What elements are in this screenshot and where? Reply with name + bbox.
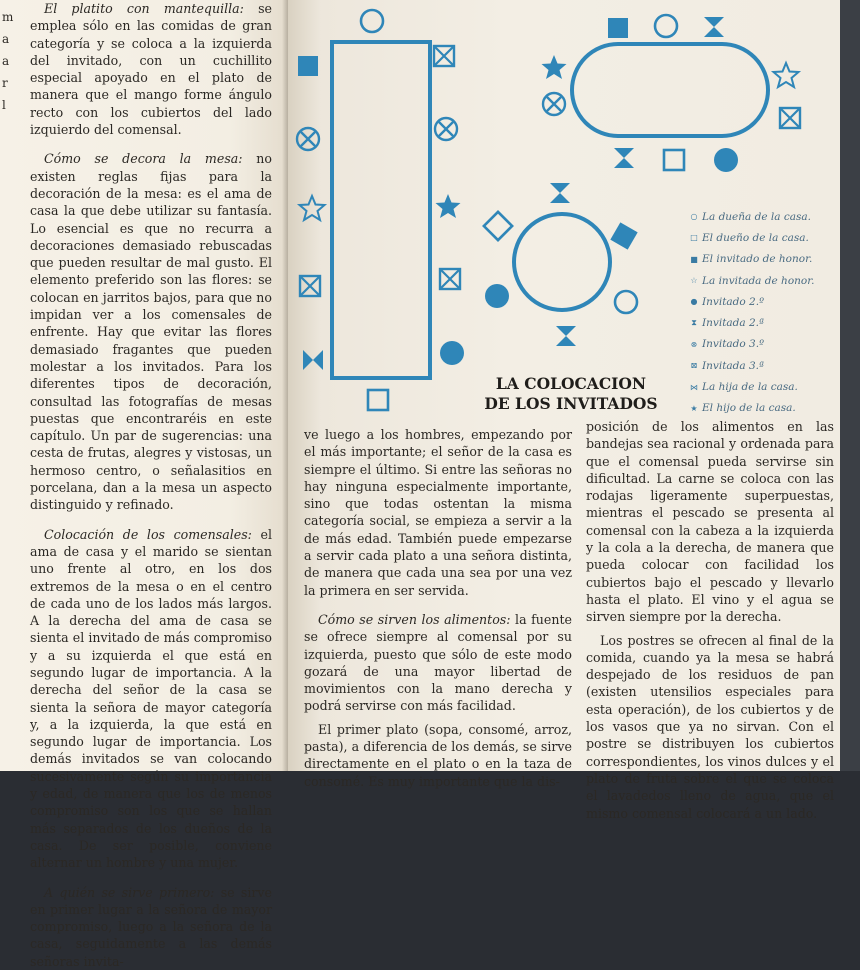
legend-label: La dueña de la casa. <box>702 210 811 223</box>
legend-label: Invitado 2.º <box>702 295 765 308</box>
paragraph <box>304 721 572 790</box>
paragraph <box>304 426 572 599</box>
paragraph-text: El primer plato (sopa, consomé, arroz, pasta), a diferencia de los demás, se sirve directamente en el plato o en la taza de consomé. Es muy importante que la dis- <box>304 721 572 789</box>
square-x-icon <box>434 46 454 66</box>
paragraph-text: no existen reglas fijas para la decoración de la mesa: es el ama de casa la que debe utilizar su fantasía. Lo esencial es que no recurra a decoraciones demasiado rebuscadas que pueden resultar de mal gusto. El elemento preferido son las flores: se colocan en jarritos bajos, para que no impidan ver a los comensales de enfrente. Hay que evitar las flores demasiado fragantes que pueden molestar a los invitados. Para los diferentes tipos de decoración, consultad las fotografías de mesas puestas que encontraréis en este capítulo. Un par de sugerencias: una cesta de frutas, alegres y vistosas, un hermoso centro, o señalasitios en porcelana, dan a la mesa un aspecto distinguido y refinado. <box>30 151 273 513</box>
hourglass-icon <box>550 183 570 203</box>
legend-item <box>688 355 838 376</box>
right-text-column <box>586 418 834 822</box>
legend-label: Invitado 3.º <box>702 338 765 351</box>
legend-item <box>688 376 838 397</box>
margin-fragment: r <box>2 76 8 90</box>
star-filled-icon: ★ <box>690 403 698 413</box>
circle-x-icon <box>297 128 319 150</box>
circle-filled-icon <box>714 148 738 172</box>
rect-table <box>332 42 430 378</box>
diagram-title-line1: LA COLOCACION <box>495 374 647 393</box>
paragraph-text: el ama de casa y el marido se sientan uno frente al otro, en los dos extremos de la mesa o en el centro de cada uno de los lados más largos. A la derecha del ama de casa se sienta el invitado de más compromiso y a su izquierda el que está en segundo lugar de importancia. A la derecha del señor de la casa se sienta la señora de mayor categoría y, a la izquierda, la que está en segundo lugar de importancia. Los demás invitados se van colocando sucesivamente según su importancia y edad, de manera que los de menos compromiso son los que se hallan más separados de los dueños de la casa. De ser posible, conviene alternar un hombre y una mujer. <box>30 526 273 871</box>
circle-x-icon: ⊗ <box>690 339 698 349</box>
paragraph-lead: A quién se sirve primero: <box>44 884 215 900</box>
left-page <box>0 0 288 969</box>
margin-fragment: m <box>2 10 14 24</box>
circle-x-icon <box>435 118 457 140</box>
circle-filled-icon <box>440 341 464 365</box>
hourglass-icon <box>704 17 724 37</box>
paragraph <box>586 418 834 626</box>
paragraph-text: posición de los alimentos en las bandejas sea racional y ordenada para que el comensal pueda servirse sin dificultad. La carne se coloca con las rodajas ligeramente superpuestas, mientras el pescado se presenta al comensal con la cabeza a la izquierda y la cola a la derecha, de manera que pueda colocar con facilidad los cubiertos bajo el pescado y llevarlo hasta el plato. El vino y el agua se sirven siempre por la derecha. <box>586 419 834 625</box>
legend-item <box>688 312 838 333</box>
circle-outline-icon: ○ <box>690 212 698 222</box>
square-outline-icon: □ <box>690 233 698 243</box>
square-x-icon <box>300 276 320 296</box>
middle-text-column <box>304 426 572 790</box>
legend-item <box>688 206 838 227</box>
paragraph <box>30 0 272 138</box>
legend-label: El hijo de la casa. <box>702 402 796 415</box>
margin-fragment: a <box>2 54 10 68</box>
oval-table <box>572 44 768 136</box>
square-x-icon: ⊠ <box>690 361 698 371</box>
legend-label: La hija de la casa. <box>702 381 798 394</box>
diagram-title-line2: DE LOS INVITADOS <box>484 394 658 413</box>
star-outline-icon: ☆ <box>690 276 698 286</box>
margin-fragment: l <box>2 98 6 112</box>
legend-item <box>688 291 838 312</box>
paragraph-lead: Cómo se sirven los alimentos: <box>318 611 511 627</box>
bowtie-icon <box>303 350 323 370</box>
margin-fragment: a <box>2 32 10 46</box>
diagram-title <box>462 374 680 414</box>
circle-outline-icon <box>655 15 677 37</box>
legend-item <box>688 270 838 291</box>
diagram-legend <box>688 206 838 419</box>
legend-item <box>688 398 838 419</box>
legend-label: Invitada 2.ª <box>702 317 765 330</box>
star-filled-icon <box>542 55 567 79</box>
circle-x-icon <box>543 93 565 115</box>
legend-item <box>688 227 838 248</box>
circle-filled-icon: ● <box>690 297 698 307</box>
paragraph <box>30 150 272 513</box>
paragraph-text: la fuente se ofrece siempre al comensal por su izquierda, puesto que sólo de este modo gozará de una mayor libertad de movimientos con la mano derecha y podrá servirse con más facilidad. <box>304 611 572 714</box>
square-outline-icon <box>368 390 388 410</box>
legend-label: Invitada 3.ª <box>702 359 765 372</box>
square-filled-icon <box>610 222 637 249</box>
star-outline-icon <box>774 63 799 87</box>
paragraph <box>30 526 272 872</box>
circle-filled-icon <box>485 284 509 308</box>
hourglass-icon <box>556 326 576 346</box>
square-x-icon <box>780 108 800 128</box>
square-outline-icon <box>664 150 684 170</box>
paragraph-lead: El platito con mantequilla: <box>44 1 244 16</box>
circle-outline-icon <box>361 10 383 32</box>
circle-outline-icon <box>615 291 637 313</box>
square-filled-icon: ■ <box>690 254 698 264</box>
legend-label: El dueño de la casa. <box>702 231 809 244</box>
paragraph <box>586 632 834 822</box>
star-filled-icon <box>436 194 461 218</box>
paragraph-text: se emplea sólo en las comidas de gran categoría y se coloca a la izquierda del invitado, con un cuchillito especial apoyado en el plato de manera que el mango forme ángulo recto con los cubiertos del lado izquierdo del comensal. <box>30 1 272 138</box>
square-filled-icon <box>298 56 318 76</box>
hourglass-icon: ⧗ <box>691 318 697 328</box>
square-filled-icon <box>608 18 628 38</box>
paragraph-text: Los postres se ofrecen al final de la comida, cuando ya la mesa se habrá despejado de los residuos de pan (existen utensilios especiales para esta operación), de los cubiertos y de los vasos que ya no sirvan. Con el postre se distribuyen los cubiertos correspondientes, los vinos dulces y el plato de fruta sobre el que se coloca el lavadedos lleno de agua, que el mismo comensal colocará a un lado. <box>586 632 834 821</box>
paragraph-text: se sirve en primer lugar a la señora de mayor compromiso, luego a la señora de la casa, seguidamente a las demás señoras invita- <box>30 884 272 969</box>
background-edge <box>840 0 860 771</box>
legend-item <box>688 249 838 270</box>
square-x-icon <box>440 269 460 289</box>
hourglass-icon <box>614 148 634 168</box>
left-text-column <box>30 0 272 970</box>
paragraph <box>30 884 272 970</box>
legend-label: El invitado de honor. <box>702 253 813 266</box>
paragraph-lead: Cómo se decora la mesa: <box>44 151 243 167</box>
paragraph <box>304 611 572 715</box>
paragraph-text: ve luego a los hombres, empezando por el más importante; el señor de la casa es siempre el último. Si entre las señoras no hay ninguna especialmente importante, sino que todas ostentan la misma categoría social, se empieza a servir a la de más edad. También puede empezarse a servir cada plato a una señora distinta, de manera que cada una sea por una vez la primera en ser servida. <box>304 427 572 598</box>
square-outline-icon <box>484 212 512 240</box>
bowtie-icon: ⋈ <box>690 382 698 392</box>
round-table <box>514 214 610 310</box>
legend-label: La invitada de honor. <box>702 274 815 287</box>
paragraph-lead: Colocación de los comensales: <box>44 526 252 542</box>
legend-item <box>688 334 838 355</box>
star-outline-icon <box>300 196 325 220</box>
